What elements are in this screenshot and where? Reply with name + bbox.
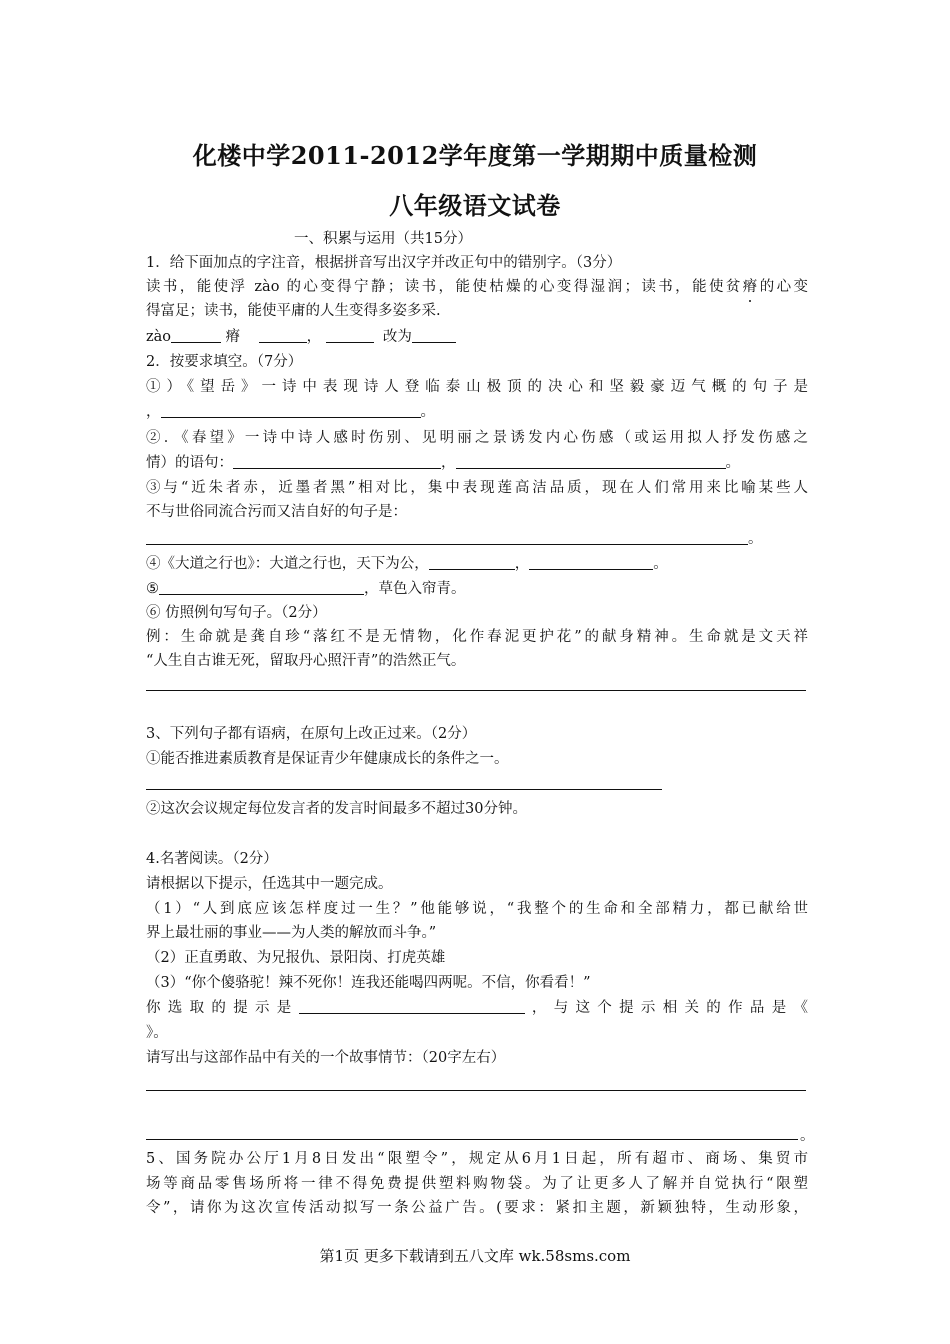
blank-q2-3[interactable] xyxy=(146,529,748,545)
q2-item3-line3: 。 xyxy=(146,527,808,551)
blank-q2-2b[interactable] xyxy=(456,453,726,469)
q2-item3-line1: ③与“近朱者赤，近墨者黑”相对比，集中表现莲高洁品质，现在人们常用来比喻某些人 xyxy=(146,480,808,496)
q1-passage-line1: 读书，能使浮 zào 的心变得宁静；读书，能使枯燥的心变得湿润；读书，能使贫瘠的心变 xyxy=(146,275,808,299)
answer-line-q4-1[interactable] xyxy=(146,1090,806,1091)
blank-ji[interactable] xyxy=(259,327,307,343)
q4-prompt: 4.名著阅读。（2分） xyxy=(146,851,278,867)
q2-item5: ⑤ ，草色入帘青。 xyxy=(146,581,466,597)
blank-q2-4a[interactable] xyxy=(429,554,515,570)
q2-item4: ④《大道之行也》：大道之行也，天下为公， ， 。 xyxy=(146,556,668,572)
q2-prompt: 2．按要求填空。（7分） xyxy=(146,354,303,370)
blank-q2-2a[interactable] xyxy=(233,453,441,469)
blank-correct-char[interactable] xyxy=(412,327,456,343)
section-heading: 一、积累与运用（共15分） xyxy=(294,231,472,247)
q3-sentence2: ②这次会议规定每位发言者的发言时间最多不超过30分钟。 xyxy=(146,801,527,817)
blank-q2-1[interactable] xyxy=(161,402,421,418)
answer-line-q3-1[interactable] xyxy=(146,789,662,790)
q2-item6: ⑥ 仿照例句写句子。（2分） xyxy=(146,605,327,621)
q4-option1-line1: （1）“人到底应该怎样度过一生？”他能够说，“我整个的生命和全部精力，都已献给世 xyxy=(146,901,808,917)
dotted-char: 瘠 xyxy=(743,275,758,299)
q4-end-mark: 。 xyxy=(800,1128,815,1144)
page-footer: 第1页 更多下载请到五八文库 wk.58sms.com xyxy=(319,1247,631,1265)
q3-sentence1: ①能否推进素质教育是保证青少年健康成长的条件之一。 xyxy=(146,751,509,767)
q4-option2: （2）正直勇敢、为兄报仇、景阳岗、打虎英雄 xyxy=(146,950,446,966)
q2-item1-line2: ， 。 xyxy=(146,404,435,420)
q4-option1-line2: 界上最壮丽的事业——为人类的解放而斗争。” xyxy=(146,925,437,941)
exam-title: 化楼中学2011-2012学年度第一学期期中质量检测 xyxy=(192,141,758,170)
q2-item3-line2: 不与世俗同流合污而又洁自好的句子是： xyxy=(146,504,407,520)
q2-example-line2: “人生自古谁无死，留取丹心照汗青”的浩然正气。 xyxy=(146,653,466,669)
blank-q4-choice[interactable] xyxy=(299,998,525,1014)
q5-line2: 场等商品零售场所将一律不得免费提供塑料购物袋。为了让更多人了解并自觉执行“限塑 xyxy=(146,1176,808,1192)
q1-passage-line2: 得富足；读书，能使平庸的人生变得多姿多采. xyxy=(146,303,441,319)
blank-wrong-char[interactable] xyxy=(326,327,374,343)
q2-example-line1: 例：生命就是龚自珍“落红不是无情物，化作春泥更护花”的献身精神。生命就是文天祥 xyxy=(146,629,808,645)
q5-line3: 令”，请你为这次宣传活动拟写一条公益广告。(要求：紧扣主题，新颖独特，生动形象， xyxy=(146,1200,808,1216)
q4-option3: （3）“你个傻骆驼！辣不死你！连我还能喝四两呢。不信，你看看！” xyxy=(146,975,591,991)
q2-item1-line1: ①）《望岳》一诗中表现诗人登临泰山极顶的决心和坚毅豪迈气概的句子是 xyxy=(146,379,808,395)
q4-plot-prompt: 请写出与这部作品中有关的一个故事情节：（20字左右） xyxy=(146,1050,506,1066)
q1-answer-line: zào 瘠 ， 改为 xyxy=(146,325,808,349)
blank-q2-5[interactable] xyxy=(159,579,364,595)
q2-item2-line1: ②．《春望》一诗中诗人感时伤别、见明丽之景诱发内心伤感（或运用拟人抒发伤感之 xyxy=(146,430,808,446)
q4-answer-line: 你选取的提示是 ，与这个提示相关的作品是《 xyxy=(146,1000,809,1016)
exam-subtitle: 八年级语文试卷 xyxy=(389,191,561,220)
q3-prompt: 3、下列句子都有语病，在原句上改正过来。（2分） xyxy=(146,726,477,742)
q5-line1: 5、国务院办公厅1月8日发出“限塑令”，规定从6月1日起，所有超市、商场、集贸市 xyxy=(146,1151,808,1167)
q4-intro: 请根据以下提示，任选其中一题完成。 xyxy=(146,876,393,892)
q2-item2-line2: 情）的语句： ， 。 xyxy=(146,455,740,471)
blank-q2-4b[interactable] xyxy=(529,554,653,570)
q1-prompt: 1．给下面加点的字注音，根据拼音写出汉字并改正句中的错别字。（3分） xyxy=(146,255,622,271)
blank-zao[interactable] xyxy=(171,327,221,343)
q4-answer-close: 》。 xyxy=(146,1025,168,1041)
answer-line-q4-2[interactable] xyxy=(146,1139,798,1140)
answer-line-q2-6[interactable] xyxy=(146,690,806,691)
